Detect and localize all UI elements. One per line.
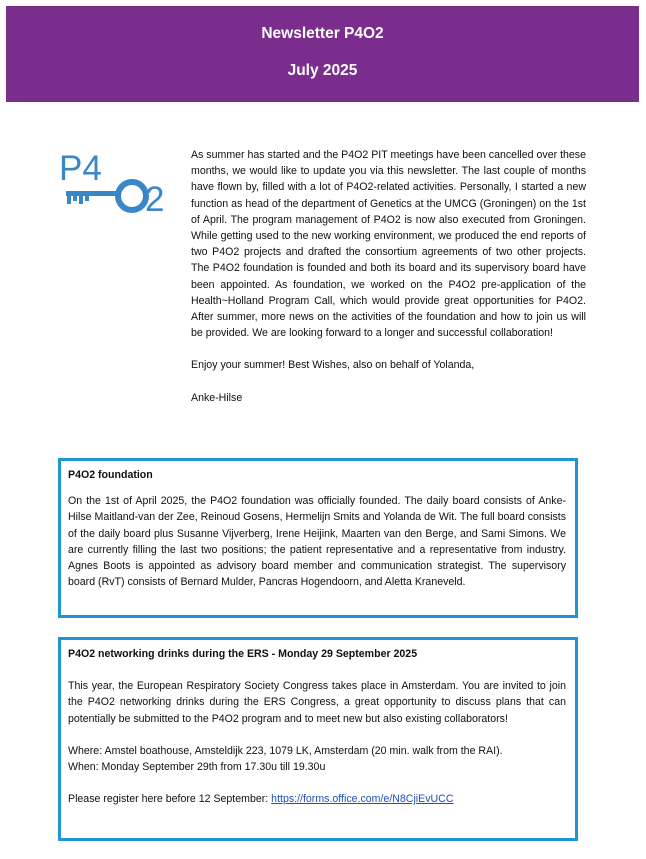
intro-closing: Enjoy your summer! Best Wishes, also on behalf of Yolanda, <box>191 359 475 372</box>
intro-paragraph: As summer has started and the P4O2 PIT meetings have been cancelled over these months, we would like to update you via this newsletter. The last couple of months have flown by, filled with a lot of P4O2-related activities. Personally, I started a new function as head of the department of Genetics at the UMCG (Groningen) on the 1st of April. The program management of P4O2 is now also executed from Groningen. While getting used to the new working environment, we produced the end reports of two P4O2 projects and drafted the consortium agreements of two other projects. The P4O2 foundation is founded and both its board and its supervisory board have been appointed. As foundation, we worked on the P4O2 pre-application of the Health~Holland Program Call, which would provide great opportunities for P4O2. After summer, more news on the activities of the foundation and how to join us will be provided. We are looking forward to a longer and successful collaboration! <box>191 149 586 340</box>
foundation-section <box>58 458 578 618</box>
intro-letter <box>191 147 586 406</box>
newsletter-header <box>6 6 639 102</box>
drinks-when: When: Monday September 29th from 17.30u till 19.30u <box>68 761 326 774</box>
foundation-title: P4O2 foundation <box>68 469 153 481</box>
newsletter-date: July 2025 <box>287 62 358 79</box>
drinks-body: This year, the European Respiratory Society Congress takes place in Amsterdam. You are invited to join the P4O2 networking drinks during the ERS Congress, a great opportunity to discuss plans that can potentially be submitted to the P4O2 program and to meet new but also existing collaborators! <box>68 680 566 725</box>
newsletter-title: Newsletter P4O2 <box>261 25 384 42</box>
register-text: Please register here before 12 September: <box>68 793 272 806</box>
drinks-section <box>58 637 578 841</box>
intro-signature: Anke-Hilse <box>191 391 243 404</box>
register-line <box>68 791 566 807</box>
logo-text-top: P4 <box>59 149 102 188</box>
register-link[interactable]: https://forms.office.com/e/N8CjiEvUCC <box>271 793 454 806</box>
drinks-where: Where: Amstel boathouse, Amsteldijk 223, 1079 LK, Amsterdam (20 min. walk from the RAI). <box>68 744 503 757</box>
logo-digit-2: 2 <box>145 180 165 218</box>
drinks-title: P4O2 networking drinks during the ERS - Monday 29 September 2025 <box>68 648 418 660</box>
foundation-body: On the 1st of April 2025, the P4O2 foundation was officially founded. The daily board consists of Anke-Hilse Maitland-van der Zee, Reinoud Gosens, Hermelijn Smits and Yolanda de Wit. The full board consists of the daily board plus Susanne Vijverberg, Irene Heijink, Maarten van den Berge, and Sami Simons. We are currently filling the last two positions; the patient representative and a representative from industry. Agnes Boots is appointed as advisory board member and communication strategist. The supervisory board (RvT) consists of Bernard Mulder, Pancras Hogendoorn, and Aletta Kraneveld. <box>68 495 566 589</box>
p4o2-logo <box>58 148 178 218</box>
